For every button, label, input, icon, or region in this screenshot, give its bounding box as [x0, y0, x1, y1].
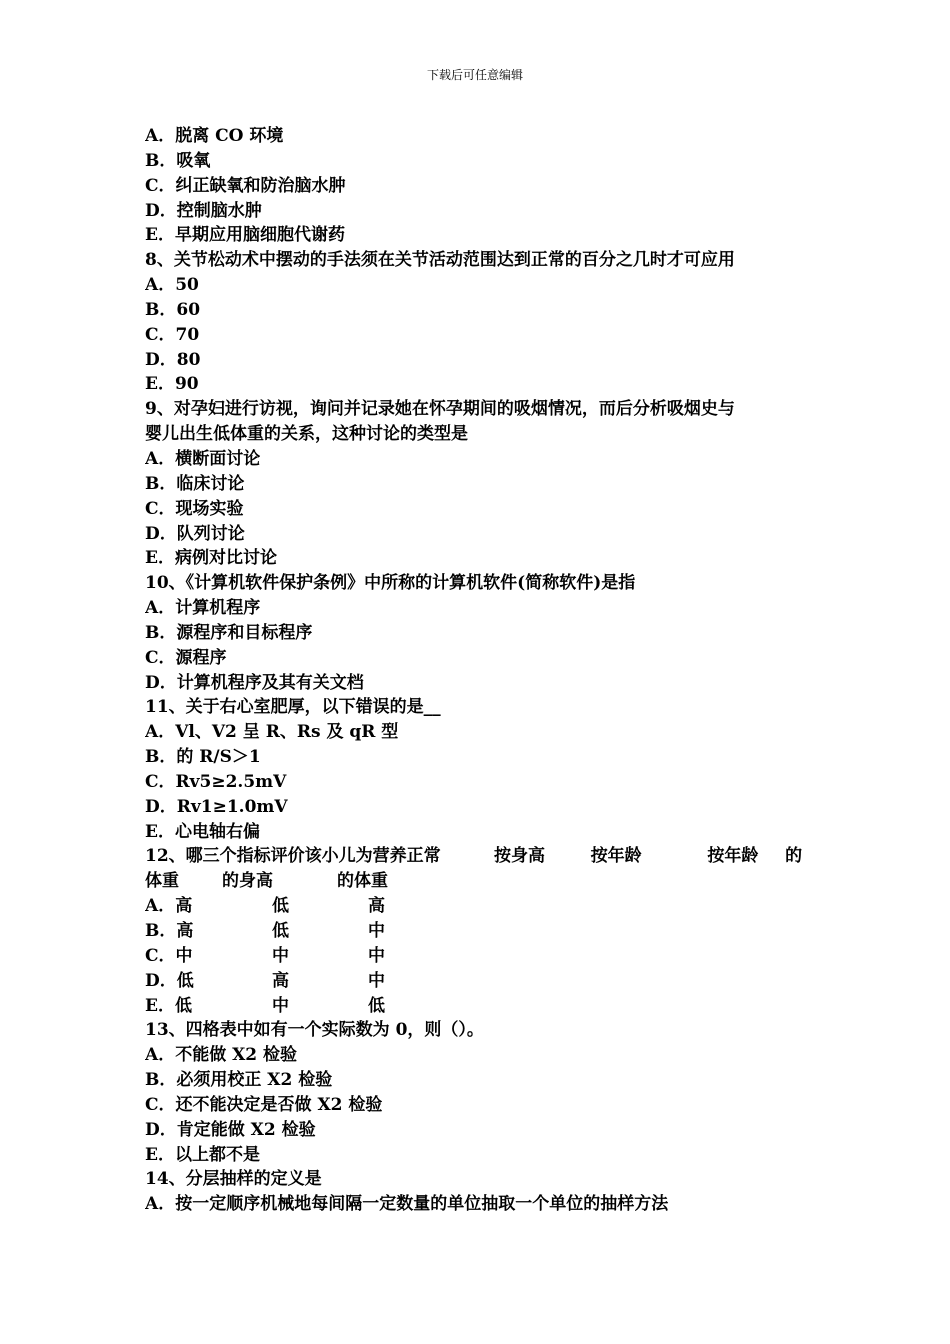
page-header: 下载后可任意编辑 — [426, 68, 523, 82]
q10-option-c: C．源程序 — [145, 647, 227, 668]
q8-option-b: B．60 — [145, 299, 201, 320]
q8-option-d: D．80 — [145, 349, 201, 370]
q13-option-e: E．以上都不是 — [145, 1144, 260, 1165]
q11-option-c: C．Rv5≥2.5mV — [145, 771, 287, 792]
q12-col-sub-3: 的体重 — [337, 871, 388, 892]
q8-stem: 8、关节松动术中摆动的手法须在关节活动范围达到正常的百分之几时才可应用 — [145, 250, 735, 271]
q13-option-a: A．不能做 X2 检验 — [145, 1045, 298, 1066]
q12-option-d — [145, 969, 815, 994]
q12-option-cell: A．高 — [145, 896, 193, 917]
q12-stem-line2 — [145, 869, 815, 894]
q12-col-header-3: 按年龄 — [707, 846, 759, 867]
q12-option-cell: D．低 — [145, 970, 194, 991]
q7-option-d: D．控制脑水肿 — [145, 200, 262, 221]
q12-option-e — [145, 994, 815, 1019]
q11-option-b: B．的 R/S＞1 — [145, 747, 261, 768]
q12-col-header-1: 按身高 — [493, 846, 545, 867]
q12-option-cell: 高 — [272, 970, 289, 991]
q14-option-a: A．按一定顺序机械地每间隔一定数量的单位抽取一个单位的抽样方法 — [145, 1194, 669, 1215]
q12-option-cell: 中 — [272, 945, 289, 966]
question-list — [145, 124, 815, 1217]
q12-stem-text: 12、哪三个指标评价该小儿为营养正常 — [145, 846, 441, 867]
q11-stem: 11、关于右心室肥厚，以下错误的是__ — [145, 697, 441, 718]
q9-stem-line1: 9、对孕妇进行访视，询问并记录她在怀孕期间的吸烟情况，而后分析吸烟史与 — [145, 399, 735, 420]
q12-col-sub-1: 体重 — [145, 871, 179, 892]
q9-stem-line2: 婴儿出生低体重的关系，这种讨论的类型是 — [145, 424, 468, 445]
q12-option-a — [145, 894, 815, 919]
q12-option-cell: 中 — [368, 970, 385, 991]
q12-option-cell: 中 — [272, 995, 289, 1016]
q9-option-d: D．队列讨论 — [145, 523, 245, 544]
q8-option-a: A．50 — [145, 275, 199, 296]
q12-stem-line1 — [145, 844, 815, 869]
q11-option-e: E．心电轴右偏 — [145, 821, 260, 842]
q12-col-sub-2: 的身高 — [222, 871, 273, 892]
q12-option-cell: 中 — [368, 921, 385, 941]
q9-option-b: B．临床讨论 — [145, 473, 245, 494]
q12-option-cell: B．高 — [145, 921, 194, 941]
q12-option-b — [145, 919, 815, 944]
q12-option-cell: 中 — [368, 945, 385, 966]
q12-option-cell: 低 — [368, 995, 385, 1016]
q10-stem: 10、《计算机软件保护条例》中所称的计算机软件(简称软件)是指 — [145, 573, 636, 594]
q12-col-header-2: 按年龄 — [590, 846, 642, 867]
q8-option-e: E．90 — [145, 374, 199, 395]
q7-option-e: E．早期应用脑细胞代谢药 — [145, 225, 345, 246]
q8-option-c: C．70 — [145, 324, 200, 345]
q13-option-b: B．必须用校正 X2 检验 — [145, 1070, 333, 1091]
q10-option-b: B．源程序和目标程序 — [145, 622, 313, 643]
q10-option-d: D．计算机程序及其有关文档 — [145, 672, 364, 693]
q7-option-b: B．吸氧 — [145, 150, 211, 171]
q12-option-cell: C．中 — [145, 945, 193, 966]
q11-option-d: D．Rv1≥1.0mV — [145, 796, 288, 817]
q13-option-d: D．肯定能做 X2 检验 — [145, 1119, 316, 1140]
q14-stem: 14、分层抽样的定义是 — [145, 1169, 322, 1190]
q9-option-c: C．现场实验 — [145, 498, 244, 519]
q7-option-a: A．脱离 CO 环境 — [145, 126, 284, 146]
q12-option-c — [145, 944, 815, 969]
q12-option-cell: 高 — [368, 896, 385, 917]
q11-option-a: A．Vl、V2 呈 R、Rs 及 qR 型 — [145, 722, 399, 743]
q9-option-e: E．病例对比讨论 — [145, 548, 277, 569]
q10-option-a: A．计算机程序 — [145, 598, 261, 619]
q7-option-c: C．纠正缺氧和防治脑水肿 — [145, 175, 346, 196]
q12-col-header-4: 的 — [785, 846, 803, 867]
q9-option-a: A．横断面讨论 — [145, 448, 261, 469]
q13-stem: 13、四格表中如有一个实际数为 0，则（）。 — [145, 1020, 484, 1041]
q12-option-cell: E．低 — [145, 995, 192, 1016]
q12-option-cell: 低 — [272, 896, 289, 917]
q13-option-c: C．还不能决定是否做 X2 检验 — [145, 1094, 383, 1115]
q12-option-cell: 低 — [272, 921, 289, 941]
